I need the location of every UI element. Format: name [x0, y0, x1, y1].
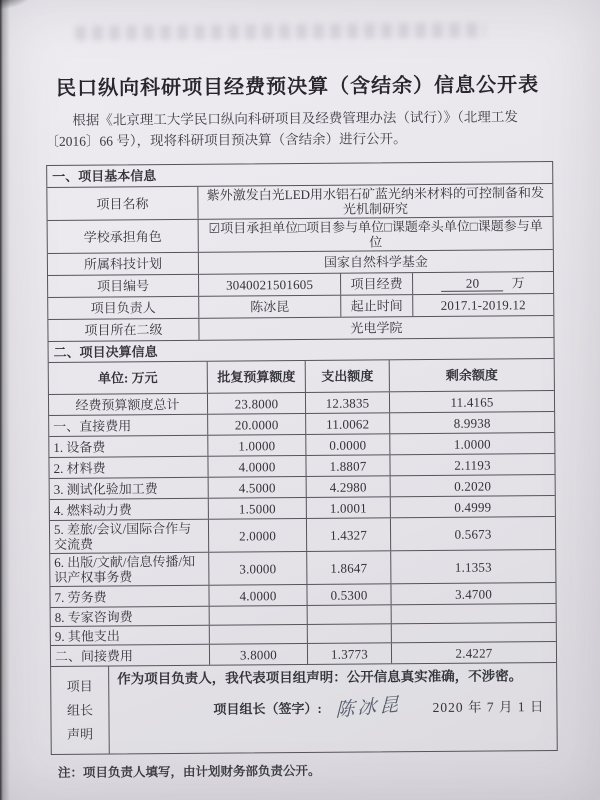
budget-spent: 0.0000 [305, 434, 389, 455]
declaration-statement: 作为项目负责人，我代表项目组声明：公开信息真实准确，不涉密。 [117, 668, 523, 687]
budget-row-direct-costs [49, 411, 554, 436]
project-number-value: 3040021501605 [198, 274, 340, 296]
row-school-role [48, 216, 553, 253]
intro-line-1: 根据《北京理工大学民口纵向科研项目及经费管理办法（试行）》（北理工发 [72, 109, 518, 128]
budget-spent: 1.0001 [306, 497, 390, 518]
budget-remaining: 0.4999 [390, 496, 555, 517]
department-value: 光电学院 [198, 316, 553, 340]
declaration-side-line: 声明 [67, 726, 94, 742]
budget-approved: 4.0000 [207, 456, 305, 477]
budget-row-indirect-costs [51, 641, 556, 666]
budget-approved: 1.0000 [207, 435, 305, 456]
project-funds-value-cell [412, 272, 553, 294]
budget-row-label: 8. 专家咨询费 [54, 608, 133, 625]
budget-remaining: 1.0000 [389, 433, 554, 454]
budget-spent: 0.5300 [306, 584, 390, 605]
declaration-side-label [51, 667, 109, 754]
budget-remaining: 2.4227 [391, 642, 556, 663]
program-value: 国家自然科学基金 [198, 250, 553, 274]
budget-row-travel-conference [50, 516, 555, 553]
section-budget-title: 二、项目决算信息 [53, 343, 158, 360]
budget-remaining [391, 604, 556, 623]
budget-remaining: 8.9938 [389, 412, 554, 433]
section-basic-info-title: 一、项目基本信息 [52, 168, 157, 184]
signature-label: 项目组长（签字）: [213, 700, 322, 717]
footnote: 注：项目负责人填写，由计划财务部负责公开。 [57, 763, 321, 780]
project-number-label: 项目编号 [97, 278, 150, 294]
school-role-label: 学校承担角色 [83, 228, 162, 245]
declaration-body [108, 663, 557, 754]
section-basic-info-header [47, 162, 552, 187]
handwritten-signature: 陈冰昆 [335, 694, 402, 722]
budget-remaining: 0.2020 [390, 475, 555, 496]
budget-spent [307, 605, 391, 624]
row-project-number-funds [48, 271, 553, 297]
signature-date: 2020 年 7 月 1 日 [432, 699, 545, 715]
budget-remaining: 1.1353 [390, 550, 555, 583]
budget-row-label: 经费预算额度总计 [75, 396, 180, 413]
declaration-row [51, 662, 557, 754]
budget-approved: 2.0000 [208, 519, 306, 552]
budget-spent: 1.4327 [306, 518, 390, 551]
budget-row-total [49, 390, 554, 415]
budget-remaining: 2.1193 [389, 454, 554, 475]
budget-spent: 1.8807 [305, 455, 389, 476]
disclosure-form-table [46, 161, 558, 755]
budget-approved: 20.0000 [207, 414, 305, 435]
project-name-value: 紫外激发白光LED用水铝石矿蓝光纳米材料的可控制备和发光机制研究 [197, 184, 552, 219]
row-department [48, 315, 553, 341]
budget-spent: 12.3835 [305, 392, 389, 413]
row-program [48, 249, 553, 275]
department-label: 项目所在二级 [84, 322, 163, 338]
budget-row-fuel-power [50, 495, 555, 520]
budget-row-label: 3. 测试化验加工费 [53, 480, 158, 497]
budget-remaining: 0.5673 [390, 517, 555, 550]
pi-label: 项目负责人 [90, 300, 156, 316]
section-budget-header [49, 337, 554, 362]
budget-remaining: 11.4165 [389, 391, 554, 412]
bleed-through-ghost-text [75, 23, 485, 41]
budget-row-publication-ip [50, 549, 555, 586]
intro-paragraph [45, 106, 550, 152]
intro-line-2: 〔2016〕66 号），现将科研项目预决算（含结余）进行公开。 [45, 131, 407, 149]
budget-approved: 4.5000 [208, 477, 306, 498]
form-title: 民口纵向科研项目经费预决算（含结余）信息公开表 [55, 74, 540, 100]
program-label: 所属科技计划 [83, 256, 162, 272]
budget-row-other [51, 622, 556, 645]
budget-row-label: 4. 燃料动力费 [53, 501, 132, 518]
budget-row-label: 二、间接费用 [54, 647, 134, 664]
declaration-side-line: 项目 [66, 678, 93, 694]
row-pi-duration [48, 293, 553, 319]
budget-approved [209, 625, 307, 644]
budget-row-equipment [49, 432, 554, 457]
row-project-name [47, 183, 552, 220]
budget-spent: 11.0062 [305, 413, 389, 434]
budget-row-label: 一、直接费用 [53, 417, 132, 434]
budget-row-expert-consult [51, 603, 556, 626]
budget-approved: 4.0000 [208, 585, 306, 606]
budget-row-label: 5. 差旅/会议/国际合作与交流费 [53, 520, 192, 552]
project-funds-unit: 万 [511, 275, 525, 291]
budget-approved [209, 606, 307, 625]
budget-row-label: 2. 材料费 [53, 460, 106, 476]
budget-spent: 4.2980 [306, 476, 390, 497]
signature-row [117, 694, 548, 722]
project-funds-label: 项目经费 [340, 273, 412, 295]
budget-spent: 1.8647 [306, 551, 390, 584]
budget-column-header-row [49, 358, 554, 394]
duration-label: 起止时间 [340, 295, 412, 317]
budget-remaining [391, 623, 556, 642]
budget-row-labor [50, 582, 555, 607]
budget-row-testing [50, 474, 555, 499]
budget-approved: 3.8000 [209, 644, 307, 665]
budget-approved: 3.0000 [208, 552, 306, 585]
column-header-unit: 单位: 万元 [97, 370, 158, 386]
budget-spent: 1.3773 [307, 643, 391, 664]
column-header-approved: 批复预算额度 [207, 361, 305, 393]
duration-value: 2017.1-2019.12 [412, 294, 553, 316]
school-role-checkboxes: ☑项目承担单位□项目参与单位□课题牵头单位□课题参与单位 [198, 217, 553, 252]
budget-row-label: 9. 其他支出 [54, 627, 120, 644]
budget-remaining: 3.4700 [390, 583, 555, 604]
budget-spent [307, 624, 391, 643]
budget-row-label: 1. 设备费 [53, 439, 106, 455]
budget-approved: 23.8000 [207, 393, 305, 414]
pi-value: 陈冰昆 [198, 296, 340, 318]
budget-row-materials [49, 453, 554, 478]
budget-approved: 1.5000 [208, 498, 306, 519]
budget-row-label: 6. 出版/文献/信息传播/知识产权事务费 [54, 553, 196, 585]
column-header-spent: 支出额度 [305, 360, 389, 392]
project-name-label: 项目名称 [96, 195, 149, 212]
column-header-remaining: 剩余额度 [389, 359, 554, 391]
project-funds-amount: 20 [442, 275, 504, 291]
declaration-side-line: 组长 [66, 702, 93, 718]
budget-row-label: 7. 劳务费 [54, 589, 107, 605]
